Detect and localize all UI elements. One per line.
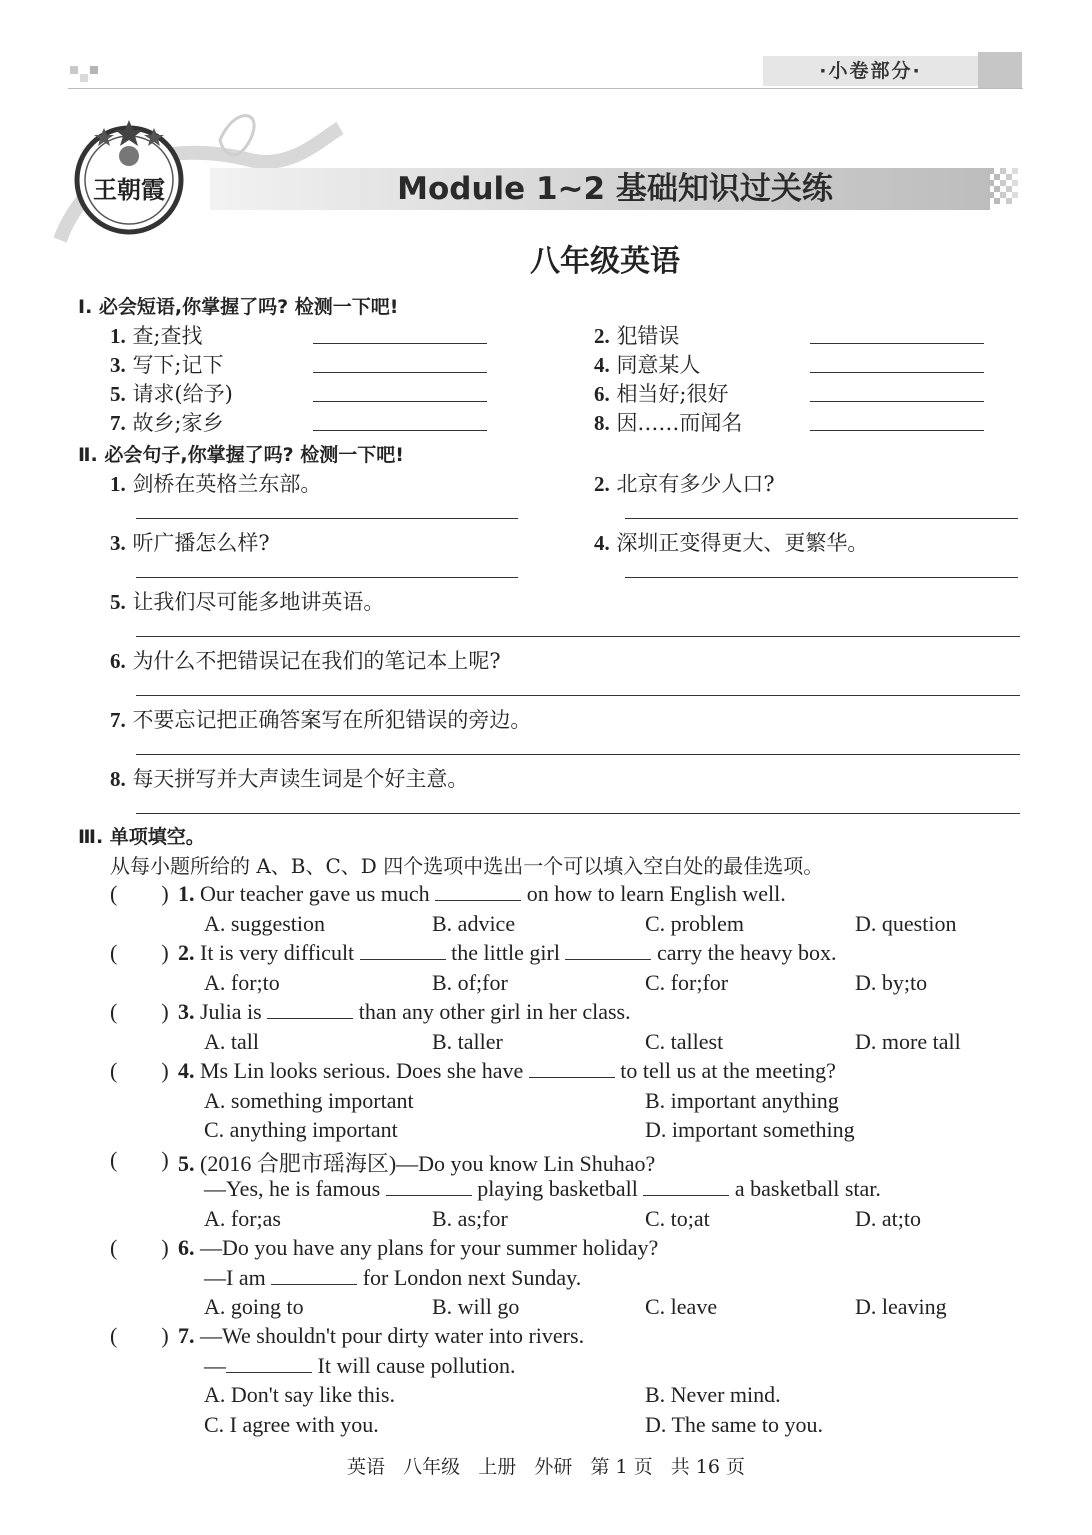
option-a: A. for;to [204,970,280,995]
blank [435,882,521,901]
answer-line[interactable] [136,754,1020,755]
answer-paren[interactable]: ( ) [110,940,169,965]
stem-text: —I am [204,1265,266,1290]
sentence-item [110,763,468,793]
item-text: 听广播怎么样? [132,531,270,555]
sentence-item [594,527,868,557]
answer-paren[interactable]: ( ) [110,1323,169,1348]
item-text: 每天拼写并大声读生词是个好主意。 [132,767,469,791]
item-text: 因……而闻名 [616,411,743,435]
option-d: D. The same to you. [645,1412,824,1437]
answer-line[interactable] [313,401,487,402]
question-stem [178,881,786,907]
answer-line[interactable] [136,577,518,578]
stem-text: the little girl [451,940,560,965]
answer-line[interactable] [810,430,984,431]
blank [386,1177,472,1196]
section2-heading: Ⅱ. 必会句子,你掌握了吗? 检测一下吧! [78,444,404,466]
answer-line[interactable] [313,430,487,431]
option-a: A. tall [204,1029,259,1054]
section-tag-side [978,52,1022,88]
option-d: D. question [855,911,957,936]
item-text: 不要忘记把正确答案写在所犯错误的旁边。 [132,708,532,732]
stem-text: than any other girl in her class. [358,999,631,1024]
answer-line[interactable] [810,372,984,373]
page-subtitle: 八年级英语 [530,244,680,279]
item-text: 剑桥在英格兰东部。 [132,472,322,496]
option-a: A. suggestion [204,911,325,936]
brand-logo [70,118,188,236]
item-number: 8. [110,767,126,791]
option-c: C. for;for [645,970,729,995]
section1-heading: Ⅰ. 必会短语,你掌握了吗? 检测一下吧! [78,296,399,318]
phrase-item [110,349,224,379]
phrase-item [594,378,729,408]
blank [226,1354,312,1373]
question-stem [178,1323,584,1349]
sentence-item [110,527,270,557]
stem-text: to tell us at the meeting? [620,1058,836,1083]
option-b: B. will go [432,1294,520,1319]
sentence-item [110,704,531,734]
option-b: B. of;for [432,970,508,995]
question-stem [178,940,837,966]
item-number: 6. [594,382,610,406]
item-number: 1. [110,472,126,496]
blank [643,1177,729,1196]
phrase-item [110,407,224,437]
answer-line[interactable] [136,636,1020,637]
question-number: 1. [178,881,195,906]
answer-line[interactable] [625,577,1018,578]
answer-line[interactable] [136,518,518,519]
question-number: 3. [178,999,195,1024]
blank [529,1059,615,1078]
option-c: C. tallest [645,1029,724,1054]
stem-text: playing basketball [477,1176,638,1201]
item-number: 5. [110,590,126,614]
stem-text: It is very difficult [200,940,355,965]
item-text: 为什么不把错误记在我们的笔记本上呢? [132,649,501,673]
option-c: C. anything important [204,1117,398,1142]
answer-paren[interactable]: ( ) [110,999,169,1024]
option-d: D. by;to [855,970,928,995]
option-b: B. taller [432,1029,503,1054]
item-number: 7. [110,411,126,435]
corner-decor-square [90,66,98,74]
item-text: 故乡;家乡 [132,411,224,435]
answer-line[interactable] [625,518,1018,519]
stem-text: Ms Lin looks serious. Does she have [200,1058,524,1083]
stem-text: It will cause pollution. [317,1353,516,1378]
option-c: C. problem [645,911,744,936]
question-stem [178,1147,655,1178]
option-b: B. advice [432,911,516,936]
brand-name: 王朝霞 [93,175,165,204]
question-line2 [204,1265,581,1291]
item-text: 请求(给予) [132,382,233,406]
option-a: A. Don't say like this. [204,1382,395,1407]
item-number: 1. [110,324,126,348]
phrase-item [594,407,742,437]
answer-line[interactable] [810,343,984,344]
stem-text: on how to learn English well. [526,881,786,906]
option-d: D. important something [645,1117,855,1142]
item-number: 4. [594,353,610,377]
item-number: 8. [594,411,610,435]
option-b: B. as;for [432,1206,508,1231]
item-number: 4. [594,531,610,555]
answer-line[interactable] [810,401,984,402]
section3-heading: Ⅲ. 单项填空。 [78,826,205,848]
sentence-item [594,468,775,498]
option-b: B. Never mind. [645,1382,781,1407]
phrase-item [594,349,700,379]
item-text: 深圳正变得更大、更繁华。 [616,531,869,555]
answer-line[interactable] [136,695,1020,696]
section3-instruction: 从每小题所给的 A、B、C、D 四个选项中选出一个可以填入空白处的最佳选项。 [110,854,824,878]
item-text: 同意某人 [616,353,701,377]
option-a: A. something important [204,1088,414,1113]
phrase-item [110,378,233,408]
blank [271,1266,357,1285]
stem-text: Our teacher gave us much [200,881,430,906]
item-text: 写下;记下 [132,353,224,377]
sentence-item [110,468,321,498]
question-number: 6. [178,1235,195,1260]
option-c: C. I agree with you. [204,1412,379,1437]
question-line2 [204,1176,881,1202]
stem-text: —We shouldn't pour dirty water into rivers. [200,1323,585,1348]
stem-text: carry the heavy box. [656,940,837,965]
item-number: 2. [594,324,610,348]
page-footer: 英语 八年级 上册 外研 第 1 页 共 16 页 [346,1456,746,1478]
question-line2 [204,1353,515,1379]
phrase-item [594,320,679,350]
sentence-item [110,586,384,616]
question-stem [178,1058,836,1084]
stem-text: a basketball star. [734,1176,881,1201]
stem-text: for London next Sunday. [362,1265,582,1290]
answer-line[interactable] [313,372,487,373]
item-text: 犯错误 [616,324,680,348]
item-number: 5. [110,382,126,406]
question-stem [178,999,631,1025]
question-number: 4. [178,1058,195,1083]
item-text: 查;查找 [132,324,203,348]
blank [565,941,651,960]
question-number: 5. [178,1151,195,1176]
item-text: 相当好;很好 [616,382,729,406]
item-number: 3. [110,531,126,555]
answer-line[interactable] [313,343,487,344]
answer-paren[interactable]: ( ) [110,1147,169,1172]
question-number: 2. [178,940,195,965]
item-number: 7. [110,708,126,732]
option-c: C. to;at [645,1206,710,1231]
stem-text: —Yes, he is famous [204,1176,381,1201]
header-rule [68,88,1023,89]
answer-paren[interactable]: ( ) [110,1235,169,1260]
option-d: D. at;to [855,1206,921,1231]
option-b: B. important anything [645,1088,839,1113]
blank [267,1000,353,1019]
stem-text: (2016 合肥市瑶海区)—Do you know Lin Shuhao? [200,1151,656,1176]
item-text: 让我们尽可能多地讲英语。 [132,590,385,614]
stem-text: Julia is [200,999,262,1024]
option-c: C. leave [645,1294,718,1319]
answer-line[interactable] [136,813,1020,814]
section-tag: ·小卷部分· [763,56,978,86]
corner-decor-square [80,74,88,82]
sentence-item [110,645,501,675]
phrase-item [110,320,203,350]
option-d: D. more tall [855,1029,961,1054]
blank [360,941,446,960]
answer-paren[interactable]: ( ) [110,1058,169,1083]
item-text: 北京有多少人口? [616,472,775,496]
item-number: 2. [594,472,610,496]
question-number: 7. [178,1323,195,1348]
question-stem [178,1235,658,1261]
option-a: A. for;as [204,1206,281,1231]
stem-text: — [204,1353,226,1378]
item-number: 6. [110,649,126,673]
item-number: 3. [110,353,126,377]
page-title: Module 1~2 基础知识过关练 [397,171,833,207]
corner-decor-square [70,66,78,74]
answer-paren[interactable]: ( ) [110,881,169,906]
stem-text: —Do you have any plans for your summer holiday? [200,1235,659,1260]
option-d: D. leaving [855,1294,947,1319]
option-a: A. going to [204,1294,304,1319]
